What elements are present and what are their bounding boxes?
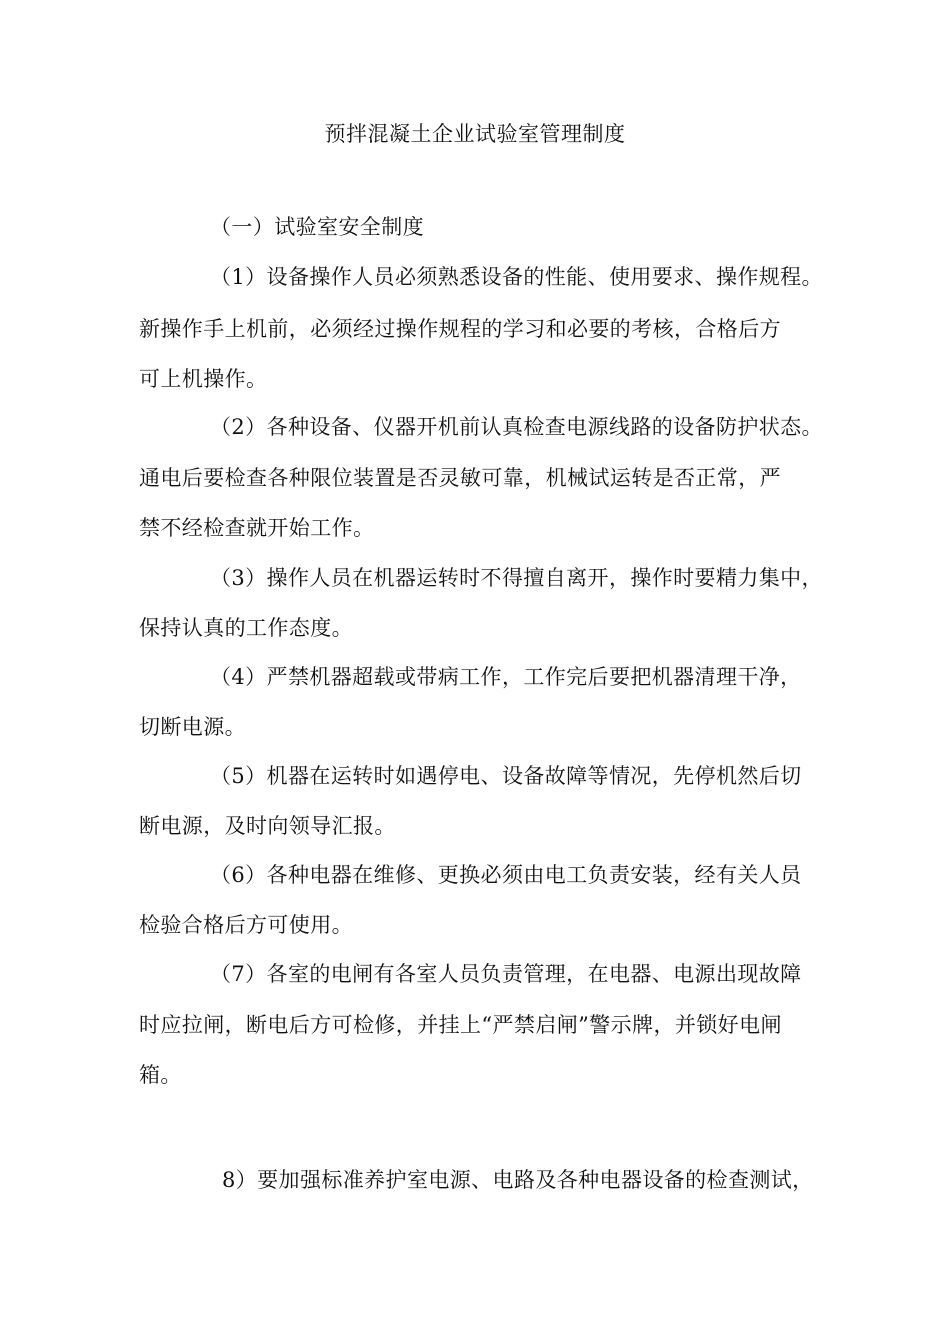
paragraph-line: （2）各种设备、仪器开机前认真检查电源线路的设备防护状态。 [210,415,823,439]
paragraph-line: （5）机器在运转时如遇停电、设备故障等情况，先停机然后切 [210,764,802,788]
paragraph-line: 可上机操作。 [139,367,268,391]
paragraph-line: 时应拉闸，断电后方可检修，并挂上“严禁启闸”警示牌，并锁好电闸 [139,1013,782,1037]
paragraph-line: 断电源，及时向领导汇报。 [139,814,396,838]
paragraph-line: （4）严禁机器超载或带病工作，工作完后要把机器清理干净， [210,665,802,689]
paragraph-line: 保持认真的工作态度。 [139,616,353,640]
paragraph-line: 新操作手上机前，必须经过操作规程的学习和必要的考核，合格后方 [139,317,781,341]
paragraph-line: （3）操作人员在机器运转时不得擅自离开，操作时要精力集中， [210,566,823,590]
paragraph-line: 通电后要检查各种限位装置是否灵敏可靠，机械试运转是否正常，严 [139,466,781,490]
page-title: 预拌混凝土企业试验室管理制度 [324,122,626,146]
paragraph-line: 箱。 [139,1063,182,1087]
paragraph-line: 检验合格后方可使用。 [139,913,353,937]
paragraph-line: （1）设备操作人员必须熟悉设备的性能、使用要求、操作规程。 [210,265,823,289]
section-heading: （一）试验室安全制度 [210,215,424,239]
paragraph-line: 8）要加强标准养护室电源、电路及各种电器设备的检查测试， [222,1168,814,1192]
paragraph-line: （7）各室的电闸有各室人员负责管理，在电器、电源出现故障 [210,962,802,986]
paragraph-line: 禁不经检查就开始工作。 [139,516,375,540]
paragraph-line: 切断电源。 [139,715,246,739]
paragraph-line: （6）各种电器在维修、更换必须由电工负责安装，经有关人员 [210,863,802,887]
